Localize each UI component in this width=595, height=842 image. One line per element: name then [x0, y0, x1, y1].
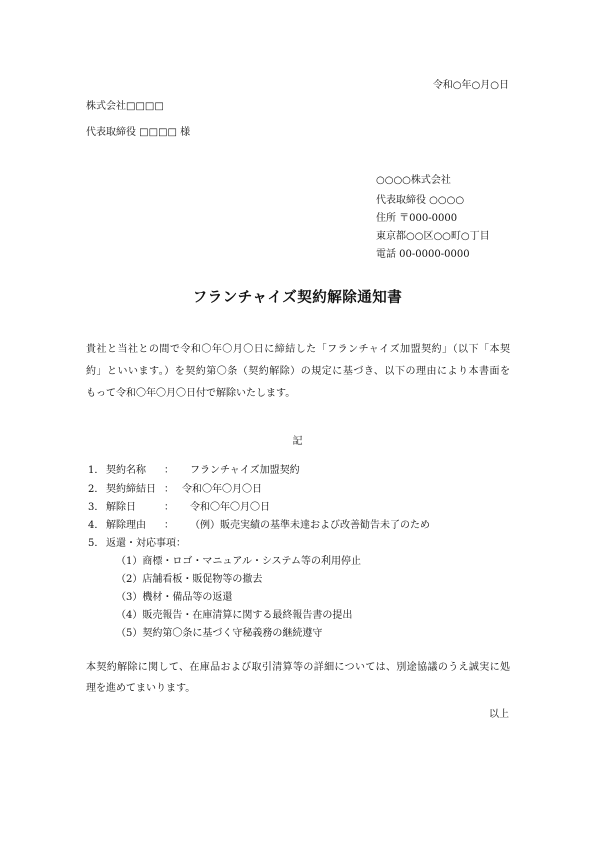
item-value: 令和〇年〇月〇日 [182, 484, 262, 495]
closing-line: 本契約解除に関して、在庫品および取引清算等の詳細については、別途協議のうえ誠実に処 [86, 662, 510, 673]
sub-item: （1）商標・ロゴ・マニュアル・システム等の利用停止 [116, 556, 361, 567]
item-number: 5． [88, 538, 105, 549]
sub-item: （3）機材・備品等の返還 [116, 592, 233, 603]
list-item-termination-reason [88, 521, 430, 531]
closing-line: 理を進めてまいります。 [86, 683, 196, 694]
document-date: 令和○年○月○日 [432, 80, 509, 91]
sub-item: （2）店舗看板・販促物等の撤去 [116, 574, 263, 585]
intro-line: もって令和〇年〇月〇日付で解除いたします。 [86, 388, 296, 399]
closing-paragraph [86, 662, 510, 704]
intro-line: 約」といいます。）を契約第〇条（契約解除）の規定に基づき、以下の理由により本書面を [86, 366, 510, 377]
item-colon: ： [164, 520, 174, 531]
recipient-representative: 代表取締役 □□□□ 様 [86, 127, 191, 138]
item-label: 解除理由 [106, 520, 146, 531]
sender-company: ○○○○株式会社 [376, 175, 451, 186]
sender-postal-code: 住所 〒000-0000 [376, 213, 458, 224]
sender-address: 東京都○○区○○町○丁目 [376, 231, 490, 242]
recipient-company: 株式会社□□□□ [86, 101, 164, 112]
closing-ijo: 以上 [489, 709, 509, 720]
item-label: 契約名称 [106, 465, 146, 476]
list-item-contract-date [88, 485, 262, 495]
sender-representative: 代表取締役 ○○○○ [376, 195, 465, 206]
sub-item: （5）契約第〇条に基づく守秘義務の継続遵守 [116, 628, 323, 639]
ki-heading: 記 [292, 436, 303, 447]
item-number: 1． [88, 465, 105, 476]
item-label: 契約締結日 [106, 484, 156, 495]
sub-item: （4）販売報告・在庫清算に関する最終報告書の提出 [116, 610, 353, 621]
item-value: フランチャイズ加盟契約 [190, 465, 300, 476]
item-label: 返還・対応事項： [106, 538, 186, 549]
item-number: 3． [88, 502, 105, 513]
sender-phone: 電話 00-0000-0000 [376, 249, 470, 260]
item-colon: ： [164, 465, 174, 476]
item-value: 令和〇年〇月〇日 [190, 502, 270, 513]
item-number: 4． [88, 520, 105, 531]
item-label: 解除日 [106, 502, 136, 513]
document-title: フランチャイズ契約解除通知書 [192, 289, 403, 306]
item-colon: ： [164, 502, 174, 513]
list-item-return-obligations [88, 539, 186, 549]
item-colon: ： [164, 484, 174, 495]
list-item-termination-date [88, 503, 270, 513]
item-number: 2． [88, 484, 105, 495]
list-item-contract-name [88, 466, 300, 476]
intro-paragraph [86, 344, 510, 410]
item-value: （例）販売実績の基準未達および改善勧告未了のため [190, 520, 430, 531]
intro-line: 貴社と当社との間で令和〇年〇月〇日に締結した「フランチャイズ加盟契約」（以下「本契 [86, 344, 510, 355]
